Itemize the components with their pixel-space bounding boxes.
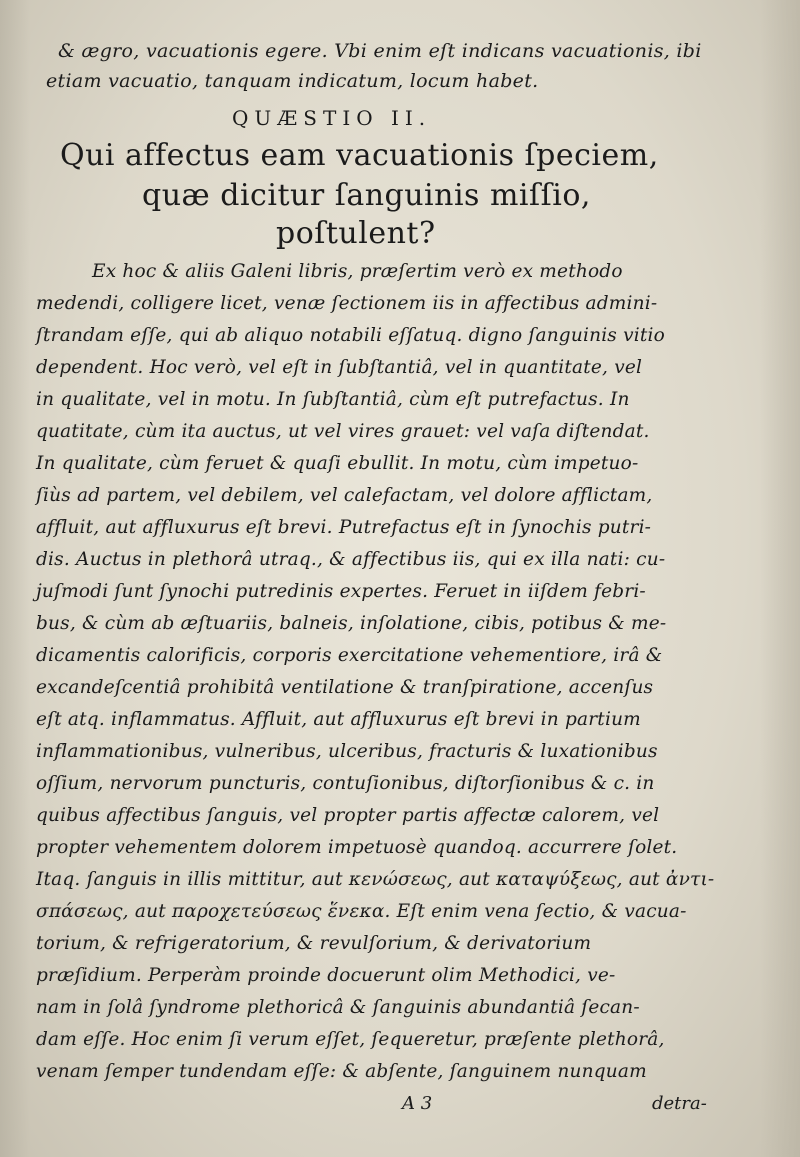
- body-line: nam in ſolâ ſyndrome plethoricâ & ſanguinis abundantiâ ſecan-: [36, 997, 640, 1018]
- top-line: etiam vacuatio, tanquam indicatum, locum habet.: [46, 70, 539, 92]
- body-line: σπάσεως, aut παροχετεύσεως ἕνεκα. Eſt enim vena ſectio, & vacua-: [36, 901, 687, 922]
- question-label: QUÆSTIO II.: [232, 106, 432, 130]
- chapter-title: quæ dicitur ſanguinis miſſio,: [142, 178, 591, 213]
- chapter-title: Qui affectus eam vacuationis ſpeciem,: [60, 138, 659, 173]
- body-line: affluit, aut affluxurus eſt brevi. Putrefactus eſt in ſynochis putri-: [36, 517, 652, 538]
- body-line: venam ſemper tundendam eſſe: & abſente, ſanguinem nunquam: [36, 1061, 647, 1082]
- signature-mark: A 3: [402, 1093, 433, 1114]
- body-line: dependent. Hoc verò, vel eſt in ſubſtantiâ, vel in quantitate, vel: [36, 357, 643, 378]
- body-line: dicamentis calorificis, corporis exercitatione vehementiore, irâ &: [36, 645, 663, 666]
- body-line: ſtrandam eſſe, qui ab aliquo notabili eſſatuq. digno ſanguinis vitio: [36, 325, 665, 346]
- body-line: dam eſſe. Hoc enim ſi verum eſſet, ſequeretur, præſente plethorâ,: [36, 1029, 665, 1050]
- body-line: eſt atq. inflammatus. Affluit, aut affluxurus eſt brevi in partium: [36, 709, 641, 730]
- body-line: Itaq. ſanguis in illis mittitur, aut κενώσεως, aut καταψύξεως, aut ἀντι-: [36, 869, 715, 890]
- body-line: bus, & cùm ab æſtuariis, balneis, inſolatione, cibis, potibus & me-: [36, 613, 667, 634]
- body-line: In qualitate, cùm feruet & quaſi ebullit. In motu, cùm impetuo-: [36, 453, 639, 474]
- body-line: torium, & refrigeratorium, & revulſorium, & derivatorium: [36, 933, 592, 954]
- top-line: & ægro, vacuationis egere. Vbi enim eſt indicans vacuationis, ibi: [58, 40, 702, 62]
- body-line: propter vehementem dolorem impetuosè quandoq. accurrere ſolet.: [36, 837, 678, 858]
- page-shadow-right: [760, 0, 800, 1157]
- body-line: quatitate, cùm ita auctus, ut vel vires grauet: vel vaſa diſtendat.: [36, 421, 650, 442]
- body-line: in qualitate, vel in motu. In ſubſtantiâ, cùm eſt putrefactus. In: [36, 389, 630, 410]
- body-line: dis. Auctus in plethorâ utraq., & affectibus iis, qui ex illa nati: cu-: [36, 549, 666, 570]
- body-line: oſſium, nervorum puncturis, contuſionibus, diſtorſionibus & c. in: [36, 773, 655, 794]
- body-line: Ex hoc & aliis Galeni libris, præſertim verò ex methodo: [92, 261, 623, 282]
- chapter-title: poſtulent?: [276, 216, 436, 251]
- catchword: detra-: [652, 1093, 707, 1114]
- body-line: medendi, colligere licet, venæ ſectionem iis in affectibus admini-: [36, 293, 658, 314]
- page-shadow-left: [0, 0, 30, 1157]
- body-line: inflammationibus, vulneribus, ulceribus, fracturis & luxationibus: [36, 741, 658, 762]
- body-line: quibus affectibus ſanguis, vel propter partis affectæ calorem, vel: [36, 805, 660, 826]
- body-line: præſidium. Perperàm proinde docuerunt olim Methodici, ve-: [36, 965, 616, 986]
- body-line: ſiùs ad partem, vel debilem, vel calefactam, vel dolore afflictam,: [36, 485, 653, 506]
- body-line: excandeſcentiâ prohibitâ ventilatione & tranſpiratione, accenſus: [36, 677, 654, 698]
- body-line: juſmodi ſunt ſynochi putredinis expertes. Feruet in iiſdem febri-: [36, 581, 646, 602]
